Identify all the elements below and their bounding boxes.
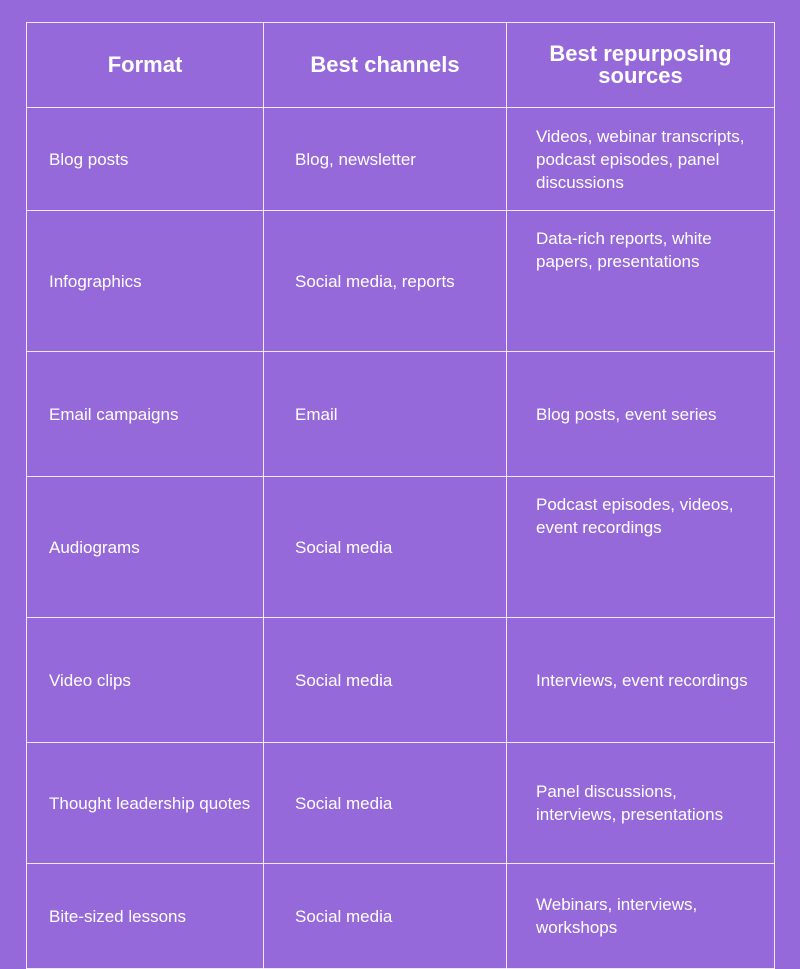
content-repurposing-table-container [26, 22, 774, 937]
table-body [27, 108, 775, 969]
cell-channels: Social media [264, 864, 507, 969]
cell-format: Audiograms [27, 477, 264, 618]
cell-sources: Podcast episodes, videos, event recordings [507, 477, 775, 618]
cell-sources: Interviews, event recordings [507, 618, 775, 743]
cell-format: Video clips [27, 618, 264, 743]
cell-format: Infographics [27, 211, 264, 352]
content-repurposing-table [26, 22, 775, 969]
header-format: Format [27, 23, 264, 108]
table-row [27, 864, 775, 969]
cell-channels: Social media [264, 477, 507, 618]
table-header [27, 23, 775, 108]
table-row [27, 618, 775, 743]
table-row [27, 352, 775, 477]
cell-channels: Social media [264, 743, 507, 864]
cell-sources: Blog posts, event series [507, 352, 775, 477]
cell-channels: Blog, newsletter [264, 108, 507, 211]
cell-format: Thought leadership quotes [27, 743, 264, 864]
cell-format: Email campaigns [27, 352, 264, 477]
cell-format: Bite-sized lessons [27, 864, 264, 969]
header-row [27, 23, 775, 108]
cell-channels: Social media, reports [264, 211, 507, 352]
table-row [27, 108, 775, 211]
table-row [27, 477, 775, 618]
cell-sources: Webinars, interviews, workshops [507, 864, 775, 969]
header-best-repurposing-sources: Best repurposing sources [507, 23, 775, 108]
cell-sources: Panel discussions, interviews, presentations [507, 743, 775, 864]
header-best-channels: Best channels [264, 23, 507, 108]
cell-sources: Data-rich reports, white papers, presentations [507, 211, 775, 352]
cell-sources: Videos, webinar transcripts, podcast episodes, panel discussions [507, 108, 775, 211]
cell-format: Blog posts [27, 108, 264, 211]
table-row [27, 211, 775, 352]
table-row [27, 743, 775, 864]
cell-channels: Social media [264, 618, 507, 743]
cell-channels: Email [264, 352, 507, 477]
